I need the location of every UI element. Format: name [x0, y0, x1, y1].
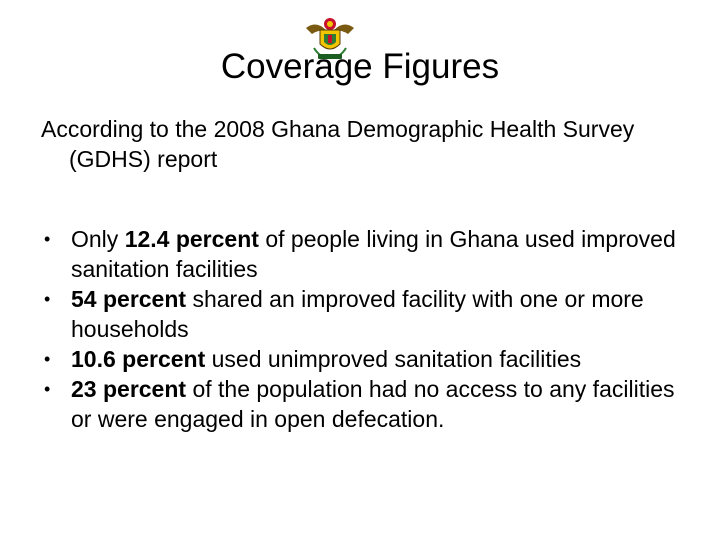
bullet-text-post: of the population had no access to any facilities or were engaged in open defecation.: [71, 376, 675, 432]
bullet-icon: •: [44, 349, 51, 369]
bullet-icon: •: [44, 379, 51, 399]
bullet-item-3: [41, 344, 691, 374]
bullet-icon: •: [44, 229, 51, 249]
bullet-text-post: of people living in Ghana used improved sanitation facilities: [71, 226, 676, 282]
bullet-text-post: used unimproved sanitation facilities: [205, 346, 582, 372]
bullet-item-4: [41, 374, 691, 434]
bullet-bold-figure: 23 percent: [71, 376, 187, 402]
bullet-item-1: [41, 224, 691, 284]
bullet-bold-figure: 12.4 percent: [124, 226, 259, 252]
bullet-item-2: [41, 284, 691, 344]
intro-text: According to the 2008 Ghana Demographic Health Survey (GDHS) report: [41, 116, 635, 172]
bullet-text-pre: Only: [71, 226, 125, 252]
slide-title: Coverage Figures: [220, 47, 500, 86]
bullet-icon: •: [44, 289, 51, 309]
bullet-list: [41, 224, 691, 434]
bullet-bold-figure: 54 percent: [71, 286, 187, 312]
bullet-text-post: shared an improved facility with one or more households: [71, 286, 644, 342]
bullet-bold-figure: 10.6 percent: [71, 346, 206, 372]
